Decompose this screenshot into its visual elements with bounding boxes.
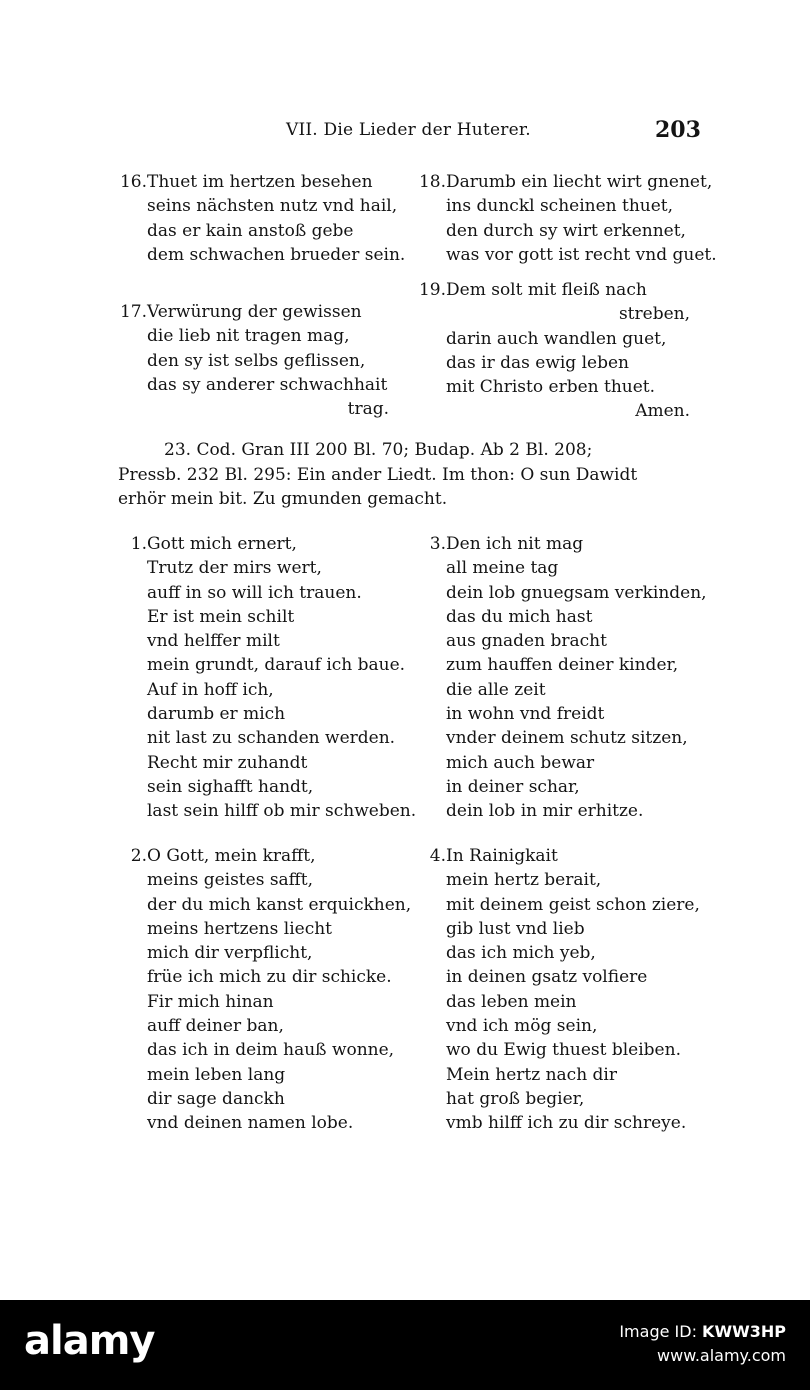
stanza-line: dein lob in mir erhitze. xyxy=(446,801,644,822)
stanza-number: 17. xyxy=(119,302,147,322)
stanza-line: 16. Thuet im hertzen besehen xyxy=(147,170,407,194)
stanza-line: dir sage danckh xyxy=(147,1088,285,1109)
stanza-line: Er ist mein schilt xyxy=(147,606,295,627)
stanza-line: mich auch bewar xyxy=(446,752,595,773)
stanza-line: Recht mir zuhandt xyxy=(147,752,308,773)
source-note-line: erhör mein bit. Zu gmunden gemacht. xyxy=(118,489,448,509)
stanza-line: ins dunckl scheinen thuet, xyxy=(446,196,674,217)
stanza-line: auff in so will ich trauen. xyxy=(147,582,362,603)
source-note-line: Pressb. 232 Bl. 295: Ein ander Liedt. Im thon: O sun Dawidt xyxy=(118,464,638,485)
stock-footer-bar xyxy=(0,1300,810,1390)
running-head: VII. Die Lieder der Huterer. xyxy=(286,120,531,140)
stanza-line: vnd ich mög sein, xyxy=(446,1016,598,1037)
stanza-line: auff deiner ban, xyxy=(147,1016,284,1037)
stanza-line: das er kain anstoß gebe xyxy=(147,220,354,241)
stanza-number: 16. xyxy=(119,172,147,192)
stanza-line: vmb hilff ich zu dir schreye. xyxy=(446,1113,687,1134)
stanza-number: 3. xyxy=(429,534,446,554)
stanza-line: darumb er mich xyxy=(147,704,286,725)
stanza-line: das leben mein xyxy=(446,991,577,1012)
stanza-line: in wohn vnd freidt xyxy=(446,704,605,725)
stanza-line: wo du Ewig thuest bleiben. xyxy=(446,1040,681,1061)
stanza-line: 17. Verwürung der gewissen xyxy=(147,300,389,324)
stanza-line-wrap: streben, xyxy=(618,304,690,325)
stanza-line: aus gnaden bracht xyxy=(446,631,607,652)
stanza-line: 1. Gott mich ernert, xyxy=(147,532,407,556)
song-stanza-2 xyxy=(130,844,412,1136)
stanza-line: vnd deinen namen lobe. xyxy=(147,1113,354,1134)
stanza-17 xyxy=(119,300,389,421)
stanza-line: 19. Dem solt mit fleiß nach xyxy=(446,278,690,302)
stanza-16 xyxy=(119,170,407,267)
stanza-line: die alle zeit xyxy=(446,679,546,700)
stanza-line: seins nächsten nutz vnd hail, xyxy=(147,196,398,217)
stanza-line: dem schwachen brueder sein. xyxy=(147,244,406,265)
stanza-line: in deinen gsatz volfiere xyxy=(446,967,648,988)
stanza-line-tail: Amen. xyxy=(635,401,690,422)
stanza-line: mein grundt, darauf ich baue. xyxy=(147,655,406,676)
stanza-line: Trutz der mirs wert, xyxy=(147,558,322,579)
song-stanza-1 xyxy=(130,532,417,824)
stanza-line: den durch sy wirt erkennet, xyxy=(446,220,686,241)
song-stanza-4 xyxy=(429,844,706,1136)
stanza-line: mein hertz berait, xyxy=(446,870,602,891)
stanza-line: früe ich mich zu dir schicke. xyxy=(147,967,392,988)
stanza-line: vnder deinem schutz sitzen, xyxy=(446,728,688,749)
stanza-line: 18. Darumb ein liecht wirt gnenet, xyxy=(446,170,696,194)
stanza-number: 4. xyxy=(429,846,446,866)
image-id: KWW3HP xyxy=(702,1322,786,1341)
stanza-number: 2. xyxy=(130,846,147,866)
stanza-line: das ich in deim hauß wonne, xyxy=(147,1040,395,1061)
stanza-line: mich dir verpflicht, xyxy=(147,943,313,964)
stanza-line: all meine tag xyxy=(446,558,559,579)
stanza-line: den sy ist selbs geflissen, xyxy=(147,350,366,371)
stanza-line: der du mich kanst erquickhen, xyxy=(147,894,412,915)
stanza-line: die lieb nit tragen mag, xyxy=(147,326,350,347)
stanza-line: last sein hilff ob mir schweben. xyxy=(147,801,417,822)
stanza-line: hat groß begier, xyxy=(446,1088,585,1109)
stanza-line: mein leben lang xyxy=(147,1064,286,1085)
stanza-line: das ir das ewig leben xyxy=(446,352,629,373)
stanza-line: was vor gott ist recht vnd guet. xyxy=(446,244,717,265)
stanza-line: 4. In Rainigkait xyxy=(446,844,706,868)
image-id-row xyxy=(619,1320,786,1344)
image-id-label: Image ID: xyxy=(619,1322,697,1341)
source-note xyxy=(118,438,694,512)
stanza-line: vnd helffer milt xyxy=(147,631,280,652)
stanza-line: das ich mich yeb, xyxy=(446,943,596,964)
stanza-line: nit last zu schanden werden. xyxy=(147,728,396,749)
stanza-line: in deiner schar, xyxy=(446,776,580,797)
stanza-line: 3. Den ich nit mag xyxy=(446,532,706,556)
page-header xyxy=(0,117,810,150)
stanza-line: gib lust vnd lieb xyxy=(446,918,585,939)
stanza-number: 1. xyxy=(130,534,147,554)
stanza-line: dein lob gnuegsam verkinden, xyxy=(446,582,707,603)
stanza-line: Mein hertz nach dir xyxy=(446,1064,617,1085)
stanza-number: 19. xyxy=(418,280,446,300)
stanza-line: meins geistes safft, xyxy=(147,870,313,891)
stanza-18 xyxy=(418,170,717,267)
song-stanza-3 xyxy=(429,532,707,824)
stanza-line: darin auch wandlen guet, xyxy=(446,328,667,349)
stanza-line: Auf in hoff ich, xyxy=(147,679,274,700)
stanza-line: Fir mich hinan xyxy=(147,991,274,1012)
page-number: 203 xyxy=(655,117,701,143)
stanza-line: das du mich hast xyxy=(446,606,593,627)
stanza-number: 18. xyxy=(418,172,446,192)
stanza-19 xyxy=(418,278,690,424)
stanza-line: meins hertzens liecht xyxy=(147,918,332,939)
alamy-logo: alamy xyxy=(24,1318,155,1364)
site-url: www.alamy.com xyxy=(657,1346,786,1365)
stanza-line: sein sighafft handt, xyxy=(147,776,314,797)
stanza-line: das sy anderer schwachhait xyxy=(147,374,388,395)
source-note-line: 23. Cod. Gran III 200 Bl. 70; Budap. Ab 2 Bl. 208; xyxy=(164,440,593,460)
stanza-line-tail: trag. xyxy=(347,399,389,420)
image-meta xyxy=(619,1320,786,1368)
stanza-line: mit Christo erben thuet. xyxy=(446,377,656,398)
stanza-line: zum hauffen deiner kinder, xyxy=(446,655,679,676)
stanza-line: 2. O Gott, mein krafft, xyxy=(147,844,407,868)
stanza-line: mit deinem geist schon ziere, xyxy=(446,894,700,915)
